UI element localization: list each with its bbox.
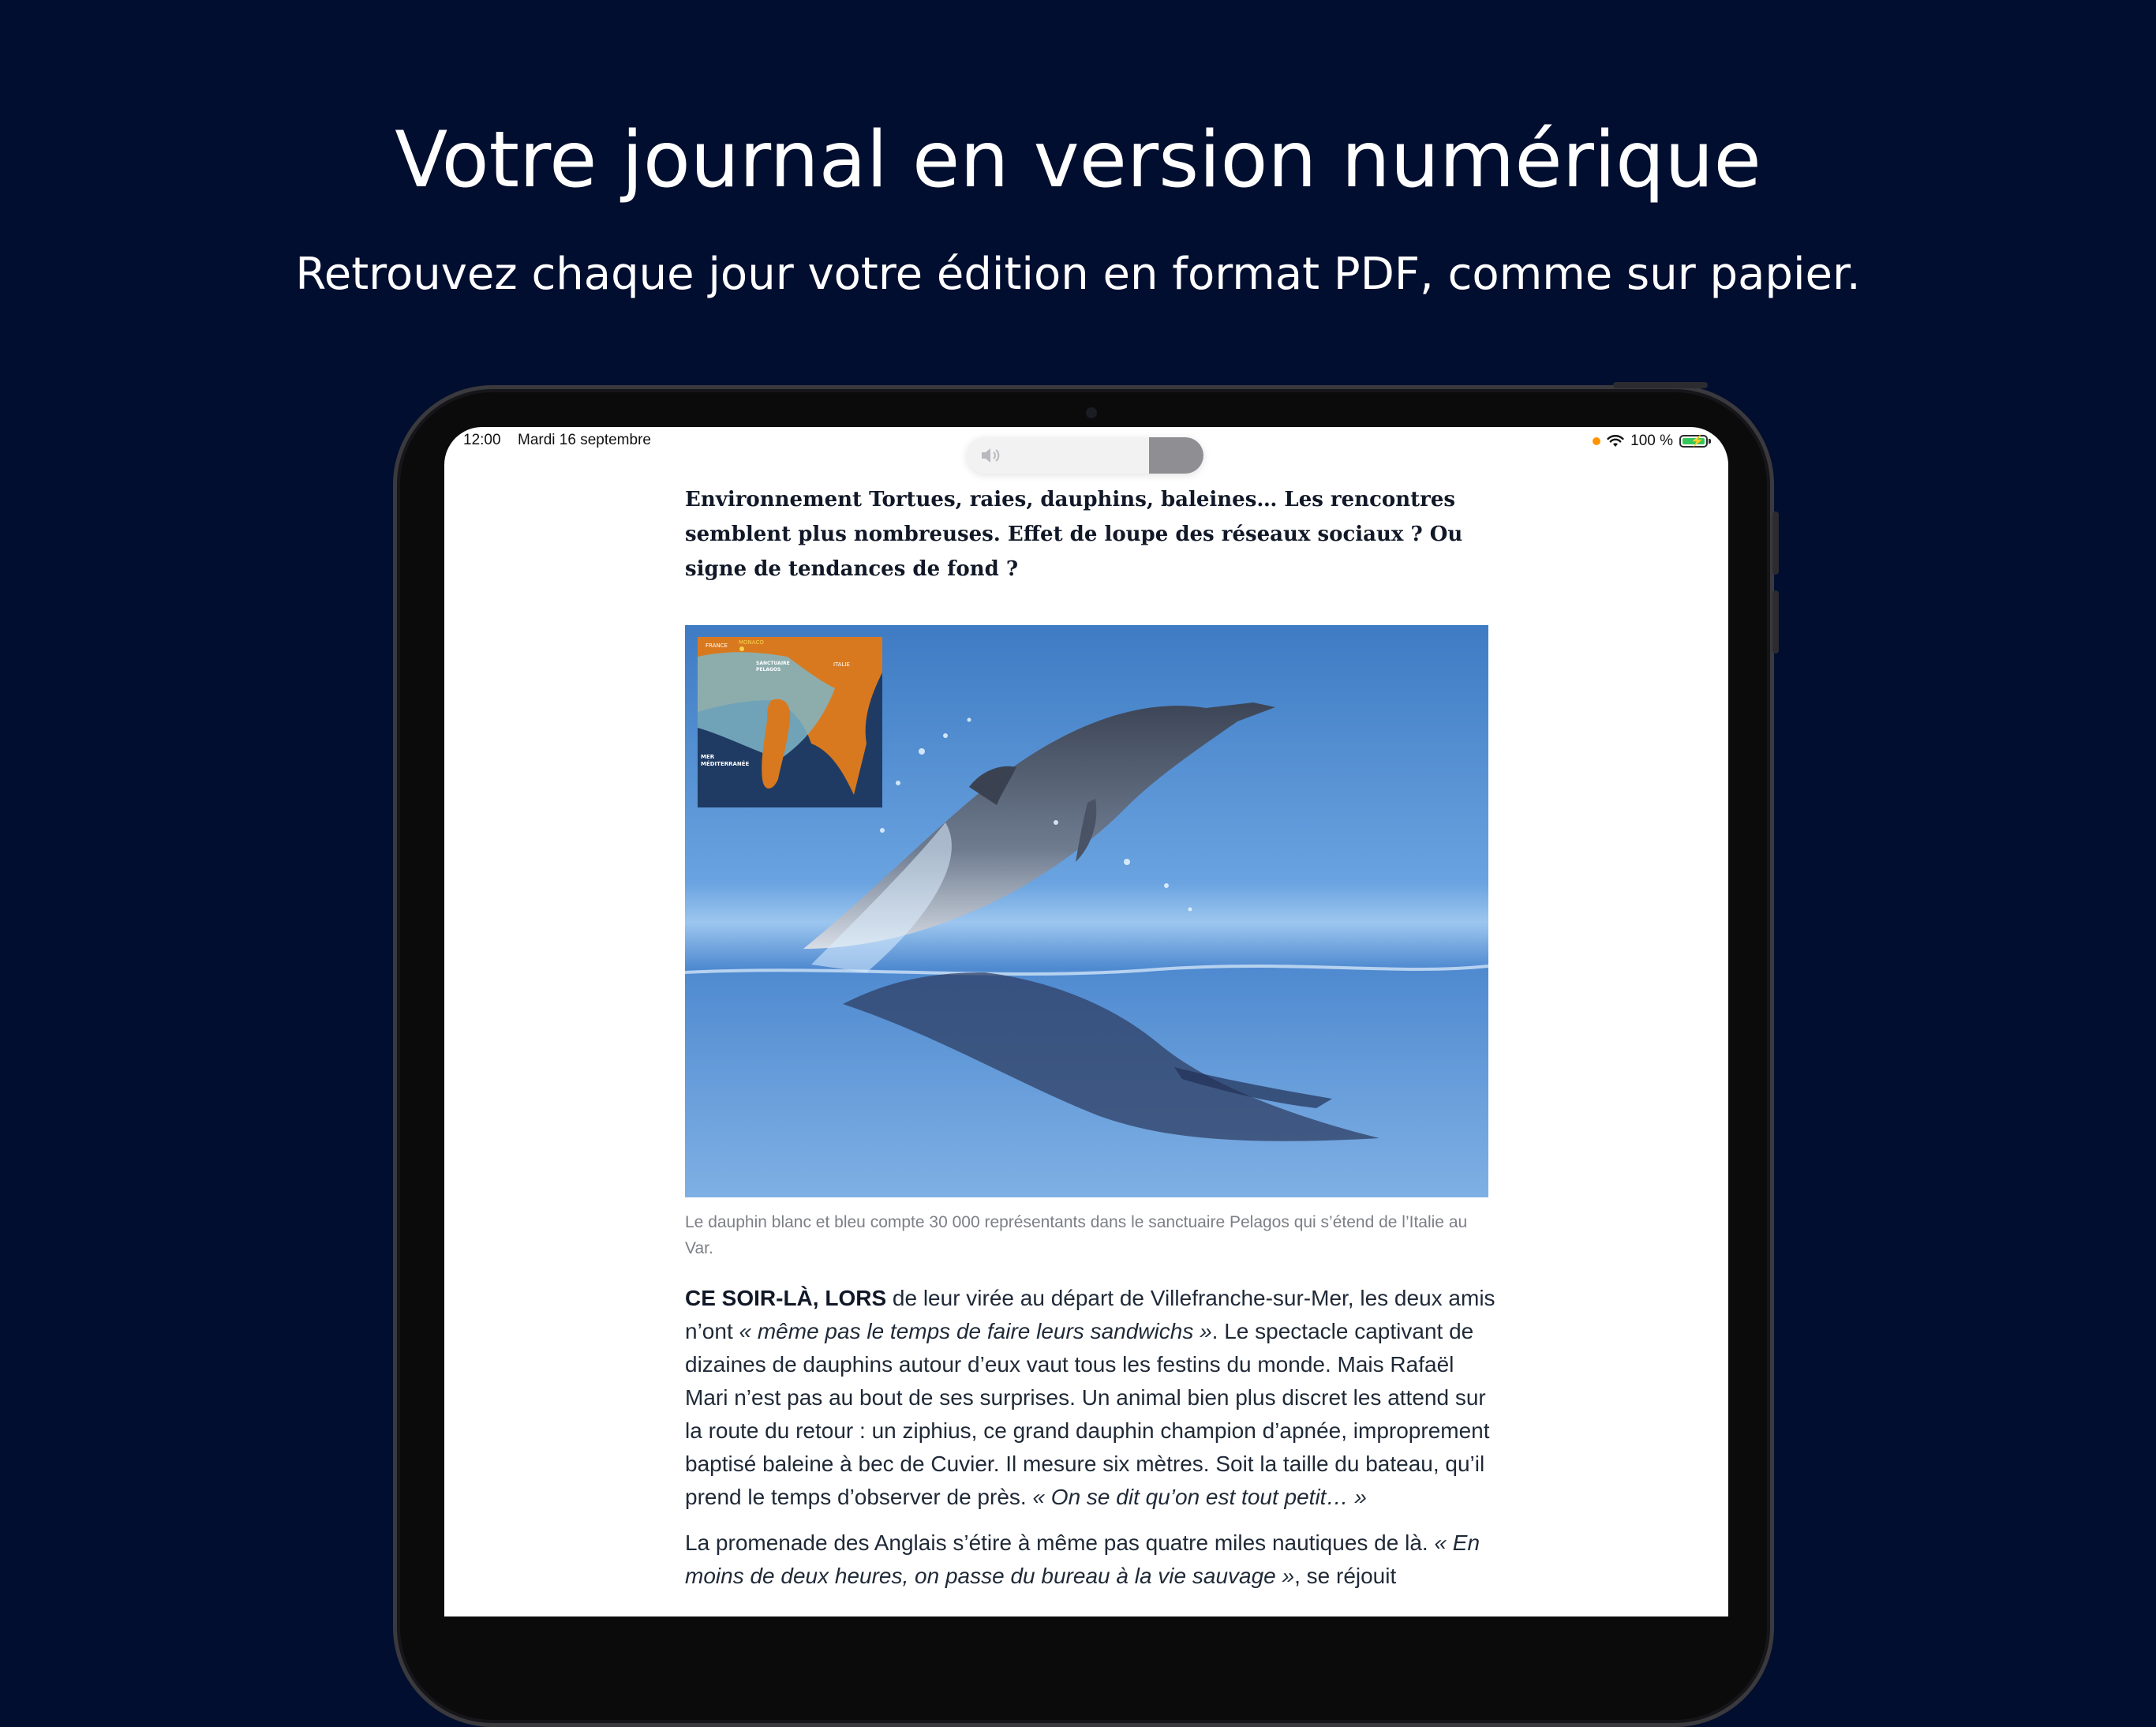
article-body <box>685 1282 1498 1605</box>
status-indicators <box>1593 432 1708 451</box>
dolphin-photo <box>685 625 1488 1197</box>
volume-up-button <box>1772 511 1779 575</box>
quote-text: « On se dit qu’on est tout petit… » <box>1032 1485 1367 1509</box>
paragraph-text: , se réjouit <box>1294 1564 1397 1588</box>
volume-level-fill <box>1149 437 1203 474</box>
front-camera <box>1086 407 1097 418</box>
wifi-icon <box>1607 435 1624 448</box>
charging-bolt-icon: ⚡ <box>1690 434 1705 447</box>
privacy-indicator-dot <box>1593 437 1600 445</box>
article-standfirst: Environnement Tortues, raies, dauphins, baleines… Les rencontres semblent plus nombreuses. Effet de loupe des réseaux sociaux ? Ou signe de tendances de fond ? <box>685 488 1463 581</box>
volume-down-button <box>1772 590 1779 654</box>
status-time: 12:00 <box>463 432 501 448</box>
quote-text: « même pas le temps de faire leurs sandwichs » <box>739 1319 1212 1343</box>
map-label-mediterranee: MÉDITERRANÉE <box>701 761 750 767</box>
status-date: Mardi 16 septembre <box>518 432 651 448</box>
photo-caption: Le dauphin blanc et bleu compte 30 000 représentants dans le sanctuaire Pelagos qui s’étend de l’Italie au Var. <box>685 1213 1468 1257</box>
map-label-monaco: MONACO <box>739 639 764 646</box>
speaker-icon <box>979 445 1003 466</box>
article-paragraph <box>685 1282 1498 1514</box>
promo-title: Votre journal en version numérique <box>395 115 1761 205</box>
paragraph-text: La promenade des Anglais s’étire à même pas quatre miles nautiques de là. <box>685 1530 1435 1555</box>
volume-hud[interactable] <box>967 437 1203 474</box>
battery-icon <box>1679 435 1708 448</box>
battery-percent: 100 % <box>1630 433 1673 449</box>
battery-cap <box>1709 439 1711 444</box>
quote-text: « En moins de deux heures, on passe du bureau à la vie sauvage » <box>685 1530 1480 1588</box>
map-label-mer: MER <box>701 754 715 760</box>
article-paragraph <box>685 1527 1498 1593</box>
paragraph-text: de leur virée au départ de Villefranche-sur-Mer, les deux amis n’ont <box>685 1286 1495 1343</box>
pelagos-map <box>698 637 882 807</box>
map-label-sanctuaire: SANCTUAIRE <box>756 661 790 666</box>
map-label-pelagos: PELAGOS <box>756 667 781 672</box>
map-label-france: FRANCE <box>706 642 728 649</box>
map-label-italie: ITALIE <box>833 661 850 668</box>
ipad-screen <box>444 427 1728 1616</box>
promo-subtitle: Retrouvez chaque jour votre édition en format PDF, comme sur papier. <box>295 249 1861 300</box>
article-photo[interactable] <box>685 625 1488 1197</box>
top-button <box>1613 382 1708 388</box>
paragraph-text: . Le spectacle captivant de dizaines de dauphins autour d’eux vaut tous les festins du monde. Mais Rafaël Mari n’est pas au bout de ses surprises. Un animal bien plus discret les attend sur la route du retour : un ziphius, ce grand dauphin champion d’apnée, improprement baptisé baleine à bec de Cuvier. Il mesure six mètres. Soit la taille du bateau, qu’il prend le temps d’observer de près. <box>685 1319 1490 1509</box>
paragraph-lead: CE SOIR-LÀ, LORS <box>685 1286 887 1310</box>
